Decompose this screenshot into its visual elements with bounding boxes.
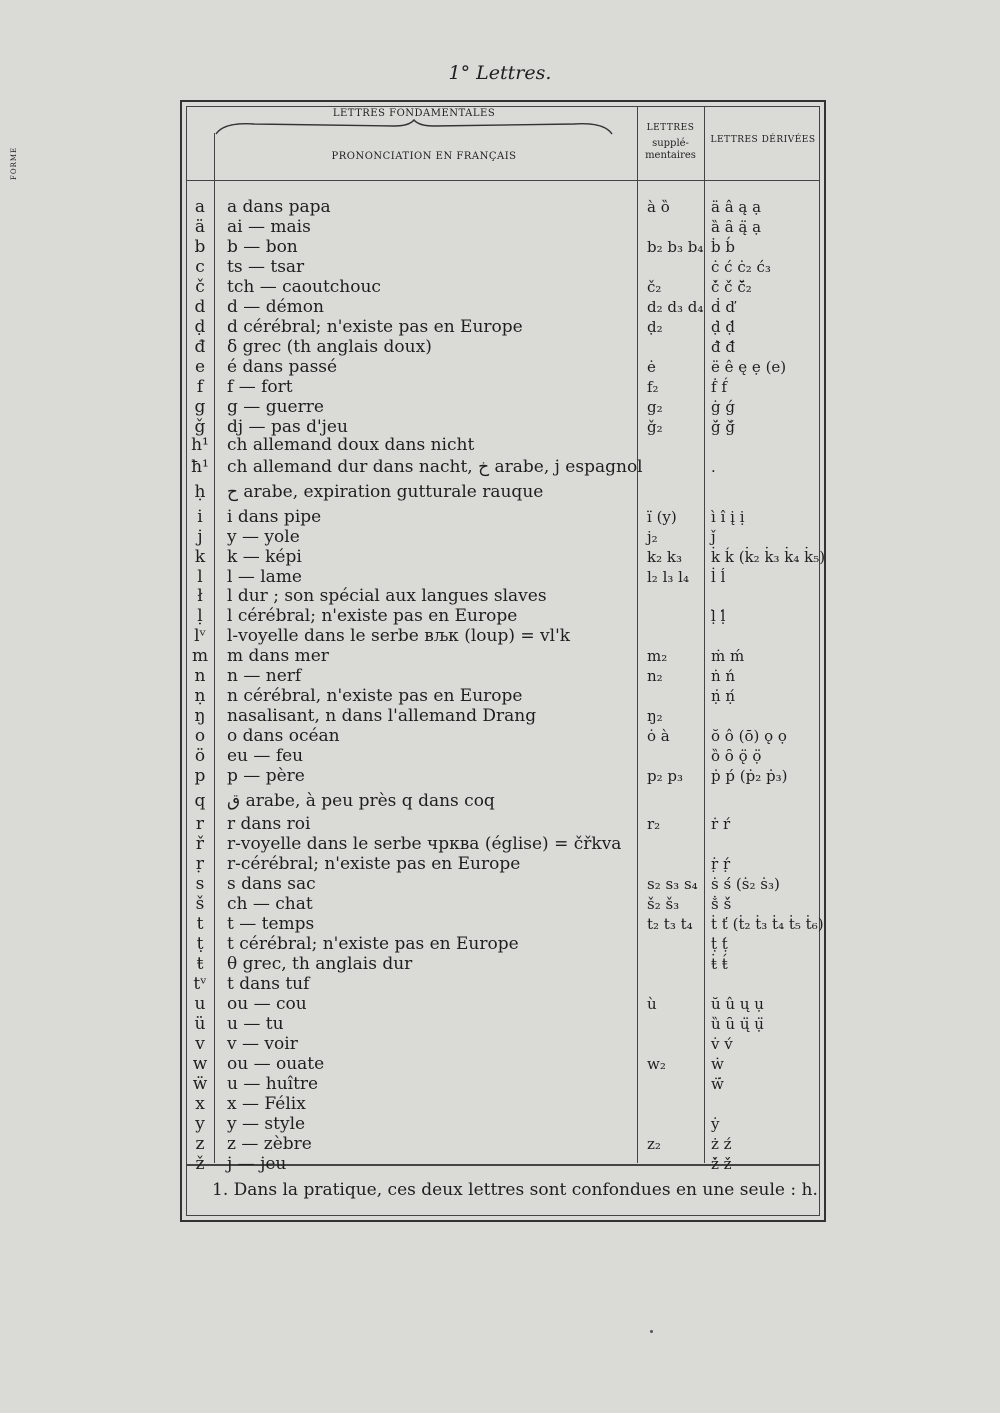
letter-form: đ	[194, 337, 206, 357]
table-row	[0, 1094, 1000, 1114]
pronunciation: ch allemand doux dans nicht	[227, 435, 475, 455]
derived-letters: ż ź	[711, 1135, 732, 1153]
table-row	[0, 706, 1000, 726]
supplementary-letters: ḍ₂	[647, 318, 663, 336]
derived-letters: ṙ ŕ	[711, 815, 731, 833]
derived-letters: ẇ	[711, 1055, 724, 1073]
page-speck	[650, 1330, 653, 1333]
table-row	[0, 197, 1000, 217]
table-row	[0, 417, 1000, 437]
header-fundamental: LETTRES FONDAMENTALES	[332, 108, 496, 119]
derived-letters: ŏ ô (ō) ǫ ọ	[711, 727, 787, 745]
letter-form: lᵛ	[194, 626, 206, 646]
pronunciation: t cérébral; n'existe pas en Europe	[227, 934, 519, 954]
table-row	[0, 994, 1000, 1014]
table-row	[0, 934, 1000, 954]
pronunciation: eu — feu	[227, 746, 304, 766]
supplementary-letters: g₂	[647, 398, 663, 416]
letter-form: ŧ	[196, 954, 204, 974]
letter-form: x	[195, 1094, 205, 1114]
supplementary-letters: m₂	[647, 647, 668, 665]
pronunciation: d cérébral; n'existe pas en Europe	[227, 317, 523, 337]
supplementary-letters: č₂	[647, 278, 662, 296]
letter-form: w	[192, 1054, 208, 1074]
pronunciation: m dans mer	[227, 646, 329, 666]
table-row	[0, 337, 1000, 357]
footnote: 1. Dans la pratique, ces deux lettres sont confondues en une seule : h.	[212, 1180, 818, 1200]
table-row	[0, 357, 1000, 377]
pronunciation: n cérébral, n'existe pas en Europe	[227, 686, 523, 706]
pronunciation: p — père	[227, 766, 305, 786]
header-derived: LETTRES DÉRIVÉES	[710, 135, 816, 145]
pronunciation: g — guerre	[227, 397, 324, 417]
table-row	[0, 567, 1000, 587]
header-pronunciation: PRONONCIATION EN FRANÇAIS	[331, 151, 517, 162]
derived-letters: ġ ǵ	[711, 398, 735, 416]
table-row	[0, 854, 1000, 874]
pronunciation: d — démon	[227, 297, 324, 317]
pronunciation: l-voyelle dans le serbe вљк (loup) = vl'k	[227, 626, 571, 646]
table-row	[0, 791, 1000, 811]
supplementary-letters: ȯ à	[647, 727, 670, 745]
pronunciation: s dans sac	[227, 874, 316, 894]
supplementary-letters: w₂	[647, 1055, 666, 1073]
derived-letters: ṫ ť (ṫ₂ ṫ₃ ṫ₄ ṫ₅ ṫ₆)	[711, 915, 824, 933]
pronunciation: ch — chat	[227, 894, 313, 914]
letter-form: b	[194, 237, 206, 257]
supplementary-letters: š₂ š₃	[647, 895, 680, 913]
letter-form: ṭ	[196, 934, 204, 954]
pronunciation: u — tu	[227, 1014, 284, 1034]
table-row	[0, 547, 1000, 567]
pronunciation: tch — caoutchouc	[227, 277, 381, 297]
table-row	[0, 834, 1000, 854]
derived-letters: ž̇ ž́	[711, 1155, 732, 1173]
table-row	[0, 1154, 1000, 1174]
table-row	[0, 726, 1000, 746]
derived-letters: ẅ̇	[711, 1075, 724, 1093]
table-row	[0, 1114, 1000, 1134]
table-row	[0, 217, 1000, 237]
table-row	[0, 586, 1000, 606]
pronunciation: j — jeu	[227, 1154, 287, 1174]
derived-letters: ǧ̇ ǧ́	[711, 418, 735, 436]
letter-form: r	[195, 814, 205, 834]
letter-form: ħ¹	[191, 457, 209, 477]
letter-form: y	[195, 1114, 205, 1134]
letter-form: ṛ	[195, 854, 205, 874]
pronunciation: ou — cou	[227, 994, 307, 1014]
supplementary-letters: k₂ k₃	[647, 548, 682, 566]
letter-form: ḍ	[194, 317, 206, 337]
derived-letters: l̇ ĺ	[711, 568, 726, 586]
letter-form: q	[194, 791, 206, 811]
letter-form: k	[194, 547, 206, 567]
table-row	[0, 237, 1000, 257]
letter-form: š	[195, 894, 205, 914]
derived-letters: ṧ š́	[711, 895, 732, 913]
pronunciation: dj — pas d'jeu	[227, 417, 348, 437]
supplementary-letters: j₂	[647, 528, 658, 546]
derived-letters: ŧ̇ ŧ́	[711, 955, 728, 973]
pronunciation: δ grec (th anglais doux)	[227, 337, 432, 357]
table-row	[0, 482, 1000, 502]
supplementary-letters: ï (y)	[647, 508, 677, 526]
table-row	[0, 874, 1000, 894]
derived-letters: ṗ ṕ (ṗ₂ ṗ₃)	[711, 767, 788, 785]
letter-form: tᵛ	[193, 974, 207, 994]
page-title: 1° Lettres.	[448, 62, 552, 84]
letter-form: ḥ	[194, 482, 206, 502]
letter-form: u	[194, 994, 206, 1014]
derived-letters: ṁ ḿ	[711, 647, 745, 665]
header-supplementary-3: mentaires	[645, 150, 696, 161]
table-row	[0, 686, 1000, 706]
letter-form: č	[195, 277, 205, 297]
table-row	[0, 1014, 1000, 1034]
supplementary-letters: t₂ t₃ t₄	[647, 915, 693, 933]
header-supplementary-2: supplé-	[652, 138, 689, 149]
derived-letters: ȁ ȃ ą̈ ạ	[711, 218, 762, 236]
derived-letters: ä â ą ạ	[711, 198, 762, 216]
supplementary-letters: n₂	[647, 667, 663, 685]
derived-letters: ḋ ď	[711, 298, 735, 316]
table-row	[0, 766, 1000, 786]
letter-form: a	[194, 197, 206, 217]
table-row	[0, 606, 1000, 626]
derived-letters: k̇ ḱ (k̇₂ k̇₃ k̇₄ k̇₅)	[711, 548, 826, 566]
pronunciation: y — style	[227, 1114, 306, 1134]
pronunciation: ح arabe, expiration gutturale rauque	[227, 482, 544, 502]
letter-form: t	[196, 914, 204, 934]
letter-form: n	[194, 666, 206, 686]
letter-form: d	[194, 297, 206, 317]
header-forme: FORME	[10, 146, 18, 180]
letter-form: ł	[197, 586, 203, 606]
letter-form: s	[195, 874, 205, 894]
pronunciation: z — zèbre	[227, 1134, 312, 1154]
derived-letters: ḃ b́	[711, 238, 735, 256]
table-row	[0, 1054, 1000, 1074]
table-row	[0, 377, 1000, 397]
pronunciation: é dans passé	[227, 357, 338, 377]
pronunciation: u — huître	[227, 1074, 319, 1094]
table-row	[0, 974, 1000, 994]
derived-letters: ŭ û ų ụ	[711, 995, 764, 1013]
letter-form: f	[196, 377, 204, 397]
derived-letters: ṭ̇ ṭ́	[711, 935, 728, 953]
supplementary-letters: ė	[647, 358, 656, 376]
derived-letters: ì î į ị	[711, 508, 745, 526]
header-brace	[214, 118, 614, 136]
pronunciation: ق arabe, à peu près q dans coq	[227, 791, 495, 811]
supplementary-letters: d₂ d₃ d₄	[647, 298, 704, 316]
table-row	[0, 257, 1000, 277]
derived-letters: ṅ ń	[711, 667, 736, 685]
pronunciation: r-cérébral; n'existe pas en Europe	[227, 854, 521, 874]
header-supplementary-1: LETTRES	[646, 123, 695, 133]
table-row	[0, 317, 1000, 337]
supplementary-letters: ù	[647, 995, 657, 1013]
derived-letters: v̇ v́	[711, 1035, 733, 1053]
derived-letters: đ̇ đ́	[711, 338, 735, 356]
table-row	[0, 527, 1000, 547]
supplementary-letters: f₂	[647, 378, 659, 396]
pronunciation: n — nerf	[227, 666, 302, 686]
letter-form: ŋ	[194, 706, 206, 726]
supplementary-letters: s₂ s₃ s₄	[647, 875, 698, 893]
table-row	[0, 626, 1000, 646]
derived-letters: ṛ̇ ṛ́	[711, 855, 731, 873]
derived-letters: č̇ č́ č̄₂	[711, 278, 752, 296]
pronunciation: l — lame	[227, 567, 302, 587]
derived-letters: ȍ ȏ ǫ̈ ọ̈	[711, 747, 762, 765]
letter-form: ḷ	[197, 606, 203, 626]
table-row	[0, 277, 1000, 297]
table-row	[0, 397, 1000, 417]
letter-form: ö	[194, 746, 206, 766]
letter-form: i	[197, 507, 203, 527]
derived-letters: ċ ć ċ₂ ć₃	[711, 258, 771, 276]
supplementary-letters: ǧ₂	[647, 418, 663, 436]
pronunciation: f — fort	[227, 377, 293, 397]
table-row	[0, 297, 1000, 317]
supplementary-letters: b₂ b₃ b₄	[647, 238, 704, 256]
pronunciation: ts — tsar	[227, 257, 305, 277]
letter-form: ä	[194, 217, 206, 237]
table-row	[0, 954, 1000, 974]
letter-form: l	[197, 567, 203, 587]
pronunciation: r dans roi	[227, 814, 311, 834]
supplementary-letters: l₂ l₃ l₄	[647, 568, 689, 586]
pronunciation: v — voir	[227, 1034, 298, 1054]
derived-letters: ȕ ȗ ų̈ ụ̈	[711, 1015, 764, 1033]
derived-letters: ṇ̇ ṇ́	[711, 687, 736, 705]
letter-form: ž	[195, 1154, 205, 1174]
table-row	[0, 1074, 1000, 1094]
letter-form: ṇ	[194, 686, 206, 706]
pronunciation: k — képi	[227, 547, 302, 567]
derived-letters: ḍ̇ ḍ́	[711, 318, 735, 336]
pronunciation: r-voyelle dans le serbe чрква (église) = čřkva	[227, 834, 622, 854]
letter-form: ü	[194, 1014, 206, 1034]
table-row	[0, 457, 1000, 477]
derived-letters: ḷ̇ ḷ́	[711, 607, 726, 625]
derived-letters: .	[711, 458, 716, 476]
letter-form: j	[197, 527, 203, 547]
pronunciation: l cérébral; n'existe pas en Europe	[227, 606, 518, 626]
table-row	[0, 666, 1000, 686]
supplementary-letters: z₂	[647, 1135, 661, 1153]
table-row	[0, 814, 1000, 834]
table-row	[0, 507, 1000, 527]
letter-form: z	[195, 1134, 205, 1154]
derived-letters: ẏ	[711, 1115, 720, 1133]
pronunciation: i dans pipe	[227, 507, 322, 527]
letter-form: o	[194, 726, 206, 746]
header-rule	[186, 180, 820, 181]
pronunciation: nasalisant, n dans l'allemand Drang	[227, 706, 537, 726]
pronunciation: t dans tuf	[227, 974, 310, 994]
supplementary-letters: r₂	[647, 815, 661, 833]
derived-letters: ḟ f́	[711, 378, 727, 396]
pronunciation: a dans papa	[227, 197, 331, 217]
supplementary-letters: p₂ p₃	[647, 767, 683, 785]
table-row	[0, 1034, 1000, 1054]
pronunciation: x — Félix	[227, 1094, 306, 1114]
pronunciation: l dur ; son spécial aux langues slaves	[227, 586, 547, 606]
pronunciation: o dans océan	[227, 726, 340, 746]
letter-form: g	[194, 397, 206, 417]
letter-form: v	[195, 1034, 205, 1054]
pronunciation: t — temps	[227, 914, 315, 934]
letter-form: m	[191, 646, 209, 666]
derived-letters: ë ê ę ẹ (e)	[711, 358, 787, 376]
derived-letters: ǰ	[711, 528, 716, 546]
letter-form: c	[195, 257, 205, 277]
derived-letters: ṡ ś (ṡ₂ ṡ₃)	[711, 875, 780, 893]
letter-form: e	[194, 357, 206, 377]
pronunciation: ai — mais	[227, 217, 311, 237]
pronunciation: ou — ouate	[227, 1054, 325, 1074]
table-row	[0, 746, 1000, 766]
pronunciation: θ grec, th anglais dur	[227, 954, 413, 974]
letter-form: p	[194, 766, 206, 786]
table-row	[0, 646, 1000, 666]
letter-form: ř	[195, 834, 205, 854]
letter-form: h¹	[191, 435, 209, 455]
supplementary-letters: ŋ₂	[647, 707, 663, 725]
table-row	[0, 1134, 1000, 1154]
table-row	[0, 914, 1000, 934]
pronunciation: ch allemand dur dans nacht, خ arabe, j espagnol	[227, 457, 643, 477]
pronunciation: b — bon	[227, 237, 298, 257]
supplementary-letters: à ȍ	[647, 198, 670, 216]
letter-form: ẅ	[192, 1074, 208, 1094]
letter-form: ǧ	[194, 417, 206, 437]
pronunciation: y — yole	[227, 527, 300, 547]
table-row	[0, 435, 1000, 455]
table-row	[0, 894, 1000, 914]
